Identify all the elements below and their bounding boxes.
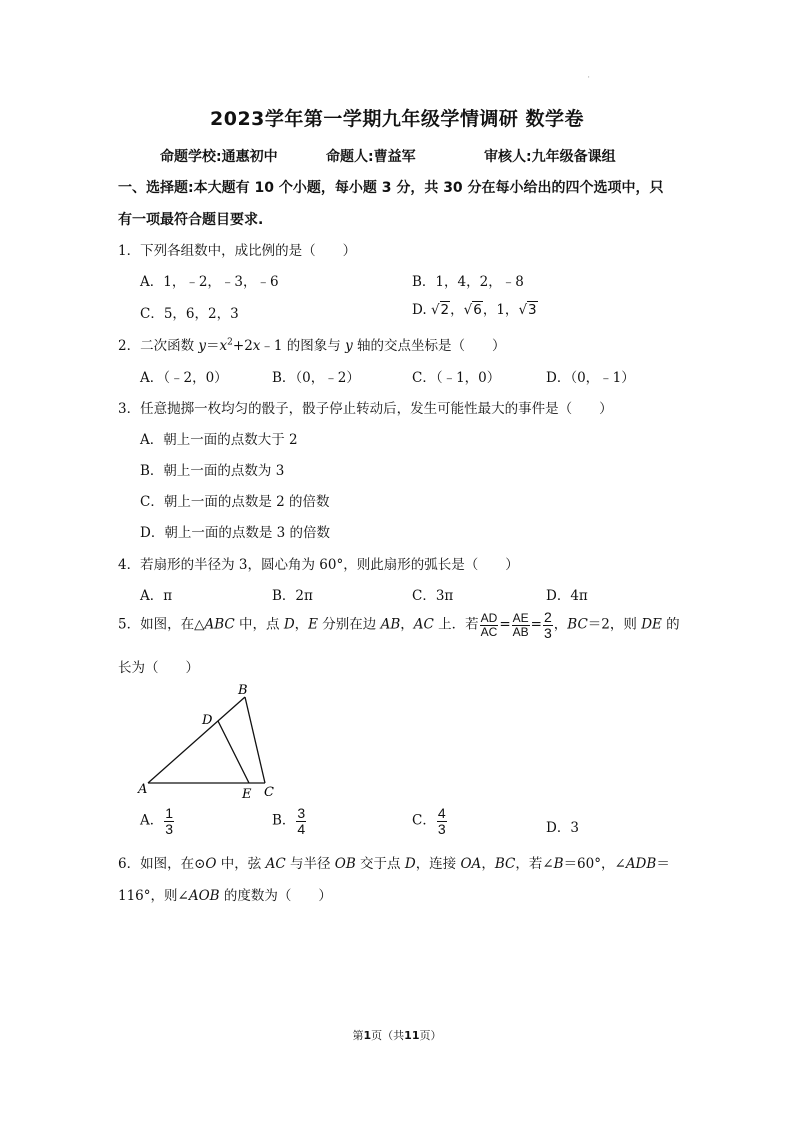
- q2-stem: 2．二次函数 $y=x^2+2x﹣1$ 的图象与 y 轴的交点坐标是（ ）: [118, 337, 506, 354]
- side-ab: [148, 697, 245, 783]
- q4-option-d: D．4π: [546, 588, 588, 604]
- section-heading-line2: 有一项最符合题目要求.: [118, 212, 264, 228]
- q1-stem: 1．下列各组数中，成比例的是（ ）: [118, 243, 357, 259]
- q2-option-d: D．（0，﹣1）: [546, 370, 635, 386]
- page-title: 2023学年第一学期九年级学情调研 数学卷: [210, 108, 584, 130]
- fraction-two-thirds: $\frac{2}{3}$: [543, 609, 552, 641]
- q1-option-c: C．5，6，2，3: [140, 306, 239, 322]
- label-b: B: [238, 683, 248, 698]
- label-a: A: [138, 782, 148, 797]
- triangle-figure: [130, 678, 290, 803]
- q4-stem: 4．若扇形的半径为 3，圆心角为 60°，则此扇形的弧长是（ ）: [118, 557, 519, 573]
- q1-option-d: D. √2，√6，1，√3: [412, 302, 537, 318]
- meta-reviewer: 审核人:九年级备课组: [484, 149, 616, 165]
- q4-option-c: C．3π: [412, 588, 454, 604]
- q4-option-a: A．π: [140, 588, 173, 604]
- q2-option-a: A．（﹣2，0）: [140, 370, 228, 386]
- q6-stem-line2: 116°，则∠AOB 的度数为（ ）: [118, 888, 332, 904]
- q5-option-a: A． $\frac{1}{3}$: [140, 805, 174, 837]
- q4-option-b: B．2π: [272, 588, 313, 604]
- fraction-ad-ac: $\frac{AD}{AC}$: [480, 611, 498, 639]
- q3-option-a: A．朝上一面的点数大于 2: [140, 432, 298, 448]
- q1-option-b: B．1，4，2，﹣8: [412, 274, 524, 290]
- label-c: C: [264, 785, 274, 800]
- label-e: E: [242, 787, 252, 802]
- q5-stem-line2: 长为（ ）: [118, 660, 199, 676]
- meta-school: 命题学校:通惠初中: [160, 149, 278, 165]
- q3-stem: 3．任意抛掷一枚均匀的骰子，骰子停止转动后，发生可能性最大的事件是（ ）: [118, 401, 613, 417]
- q3-option-d: D．朝上一面的点数是 3 的倍数: [140, 525, 330, 541]
- q6-stem: 6．如图，在⊙O 中，弦 AC 与半径 OB 交于点 D，连接 OA，BC，若∠B＝60°，∠ADB＝: [118, 856, 670, 872]
- q5-option-b: B． $\frac{3}{4}$: [272, 805, 306, 837]
- q2-option-b: B．（0，﹣2）: [272, 370, 360, 386]
- fraction-ae-ab: $\frac{AE}{AB}$: [512, 611, 529, 639]
- section-heading-line1: 一、选择题:本大题有 10 个小题，每小题 3 分，共 30 分在每小给出的四个选项中，只: [118, 180, 664, 196]
- q5-stem: 5．如图，在△ABC 中，点 D，E 分别在边 AB，AC 上．若 $\frac{AD}{AC}$ = $\frac{AE}{AB}$ = $\frac{2}{3}$ ，BC＝2，则 DE 的: [118, 609, 680, 641]
- q5-option-d: D．3: [546, 820, 579, 836]
- q3-option-c: C．朝上一面的点数是 2 的倍数: [140, 494, 330, 510]
- label-d: D: [202, 713, 213, 728]
- page-footer: 第1页（共11页）: [352, 1029, 442, 1042]
- sqrt-symbol: √3: [518, 302, 537, 318]
- segment-de: [218, 721, 249, 783]
- q3-option-b: B．朝上一面的点数为 3: [140, 463, 285, 479]
- sqrt-symbol: √2: [430, 302, 450, 318]
- corner-mark: ': [588, 76, 590, 83]
- q2-option-c: C．（﹣1，0）: [412, 370, 501, 386]
- q1-option-a: A．1，﹣2，﹣3，﹣6: [140, 274, 279, 290]
- side-bc: [245, 697, 265, 783]
- sqrt-symbol: √6: [463, 302, 482, 318]
- meta-author: 命题人:曹益军: [326, 149, 416, 165]
- q5-option-c: C． $\frac{4}{3}$: [412, 805, 446, 837]
